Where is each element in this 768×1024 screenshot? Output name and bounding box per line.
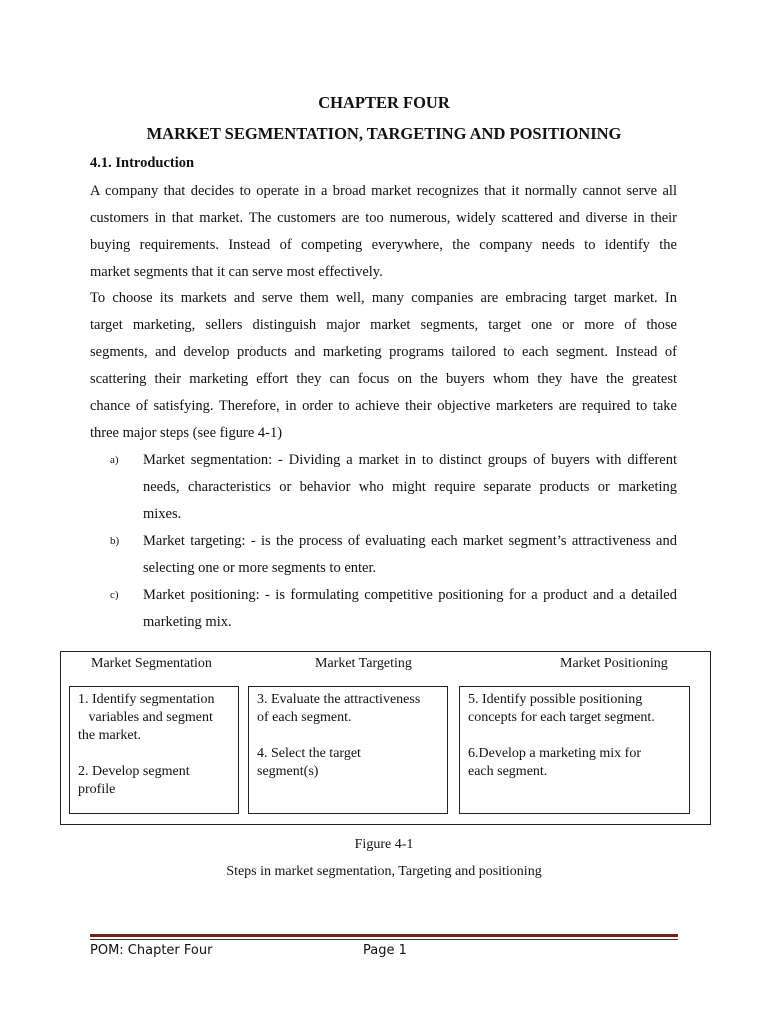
step-line: Market segmentation: - Dividing a market in to distinct groups of buyers with different — [143, 452, 677, 468]
section-heading: 4.1. Introduction — [90, 155, 195, 171]
chapter-title: MARKET SEGMENTATION, TARGETING AND POSITIONING — [146, 124, 622, 143]
footer-chapter: POM: Chapter Four — [90, 943, 213, 958]
paragraph-line: three major steps (see figure 4-1) — [90, 425, 283, 441]
box-line: concepts for each target segment. — [468, 710, 655, 725]
box-line: 2. Develop segment — [78, 764, 190, 779]
step-line: marketing mix. — [143, 614, 232, 630]
step-line: selecting one or more segments to enter. — [143, 560, 377, 576]
intro-paragraph-1 — [90, 178, 677, 286]
box-line: 1. Identify segmentation — [78, 692, 215, 707]
box-line: 4. Select the target — [257, 746, 361, 761]
figure-caption: Steps in market segmentation, Targeting and positioning — [226, 864, 542, 879]
list-marker: c) — [110, 589, 119, 601]
step-line: needs, characteristics or behavior who might require separate products or marketing — [143, 479, 677, 495]
column-heading-positioning: Market Positioning — [560, 656, 668, 671]
paragraph-line: To choose its markets and serve them well, many companies are embracing target market. In — [90, 290, 677, 306]
figure-label: Figure 4-1 — [354, 837, 414, 852]
box-line: each segment. — [468, 764, 548, 779]
box-line: of each segment. — [257, 710, 352, 725]
paragraph-line: A company that decides to operate in a broad market recognizes that it normally cannot serve all — [90, 183, 677, 199]
box-line: the market. — [78, 728, 141, 743]
intro-paragraph-2 — [90, 285, 677, 447]
box-line: 3. Evaluate the attractiveness — [257, 692, 421, 707]
segmentation-steps-box — [69, 686, 239, 814]
box-line: 5. Identify possible positioning — [468, 692, 643, 707]
paragraph-line: buying requirements. Instead of competing everywhere, the company needs to identify the — [90, 237, 677, 253]
step-line: mixes. — [143, 506, 182, 522]
box-line: variables and segment — [78, 710, 213, 725]
column-heading-segmentation: Market Segmentation — [91, 656, 212, 671]
step-line: Market positioning: - is formulating competitive positioning for a product and a detailed — [143, 587, 677, 603]
column-heading-targeting: Market Targeting — [315, 656, 412, 671]
box-line: segment(s) — [257, 764, 319, 779]
box-line: 6.Develop a marketing mix for — [468, 746, 642, 761]
footer-rule-thin — [90, 939, 678, 940]
box-line: profile — [78, 782, 116, 797]
paragraph-line: target marketing, sellers distinguish major market segments, target one or more of those — [90, 317, 677, 333]
step-line: Market targeting: - is the process of evaluating each market segment’s attractiveness and — [143, 533, 677, 549]
paragraph-line: chance of satisfying. Therefore, in order to achieve their objective marketers are required to take — [90, 398, 677, 414]
paragraph-line: scattering their marketing effort they can focus on the buyers whom they have the greatest — [90, 371, 677, 387]
footer-rule — [90, 934, 678, 937]
positioning-steps-box — [459, 686, 690, 814]
paragraph-line: market segments that it can serve most effectively. — [90, 264, 383, 280]
targeting-steps-box — [248, 686, 448, 814]
paragraph-line: segments, and develop products and marketing programs tailored to each segment. Instead of — [90, 344, 677, 360]
paragraph-line: customers in that market. The customers are too numerous, widely scattered and diverse in their — [90, 210, 677, 226]
list-marker: a) — [110, 454, 119, 466]
chapter-heading: CHAPTER FOUR — [318, 93, 450, 112]
list-marker: b) — [110, 535, 120, 547]
footer-page-number: Page 1 — [363, 943, 407, 958]
